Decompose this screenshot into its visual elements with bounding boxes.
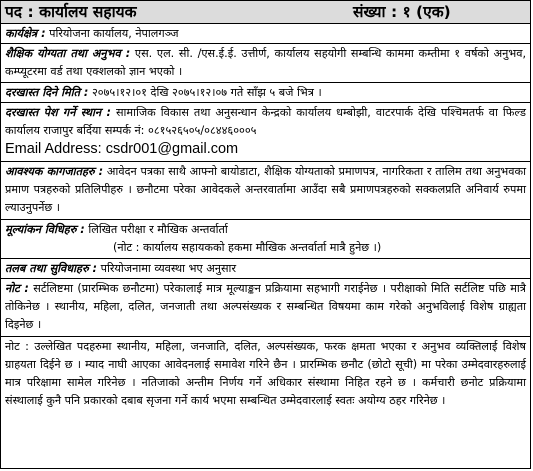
notice-header (1, 1, 530, 24)
post-heading (5, 2, 137, 22)
post-value: कार्यालय सहायक (39, 3, 137, 21)
evaluation-label: मूल्यांकन विधिहरु : (5, 223, 85, 236)
qualification-text: एस. एल. सी. /एस.ई.ई. उत्तीर्ण, कार्यालय सहयोगी सम्बन्धि काममा कम्तीमा १ वर्षको अनुभव, कम्प्यूटरमा वर्ड तथा एक्शलको ज्ञान भएको । (5, 47, 527, 78)
submit-place-row (1, 103, 530, 162)
evaluation-note: (नोट : कार्यालय सहायकको हकमा मौखिक अन्तर्वार्ता मात्रै हुनेछ ।) (113, 241, 382, 254)
post-label: पद (5, 3, 23, 21)
deadline-row (1, 83, 530, 103)
submit-place-label: दरखास्त पेश गर्ने स्थान : (5, 106, 111, 119)
salary-text: परियोजनामा व्यवस्था भए अनुसार (100, 262, 237, 275)
salary-label: तलब तथा सुविधाहरु : (5, 262, 98, 275)
count-separator: : (390, 3, 398, 21)
deadline-label: दरखास्त दिने मिति : (5, 86, 89, 99)
documents-text: आवेदन पत्रका साथै आफ्नो बायोडाटा, शैक्षिक योग्यताको प्रमाणपत्र, नागरिकता र तालिम तथा अनुभवका प्रमाण पत्रहरुको प्रतिलिपीहरु । छनौटमा परेका आवेदकले अन्तरवार्तामा आउँदा सबै प्रमाणपत्रहरुको सक्कलप्रति अनिवार्य रुपमा ल्याउनुपर्नेछ । (5, 165, 527, 214)
documents-label: आवश्यक कागजातहरु : (5, 165, 104, 178)
evaluation-text: लिखित परीक्षा र मौखिक अन्तर्वार्ता (88, 223, 228, 236)
qualification-row (1, 44, 530, 83)
note1-row (1, 279, 530, 337)
office-row (1, 24, 530, 44)
note2-text: नोट : उल्लेखित पदहरुमा स्थानीय, महिला, जनजाति, दलित, अल्पसंख्यक, फरक क्षमता भएका र अनुभव व्यक्तिलाई विशेष ग्राहयता दिईने छ । म्याद नाघी आएका आवेदनलाई समावेश गरिने छैन । प्रारम्भिक छनौट (छोटो सूची) मा परेका उम्मेदवारहरुलाई मात्र परिक्षामा सामेल गरिनेछ । नतिजाको अन्तीम निर्णय गर्ने अधिकार संस्थामा निहित रहने छ । कर्मचारी छनोट प्रक्रियामा संस्थालाई कुनै पनि प्रकारको दबाब सृजना गर्ने कार्य भएमा सम्बन्धित उम्मेदवारलाई स्वतः अयोग्य ठहर गरिनेछ । (5, 340, 526, 407)
documents-row (1, 162, 530, 220)
deadline-text: २०७५।१२।०१ देखि २०७५।१२।०७ गते साँझ ५ बजे भित्र । (91, 86, 322, 99)
post-separator: : (27, 3, 34, 21)
office-text: परियोजना कार्यालय, नेपालगञ्ज (49, 27, 179, 40)
note1-label: नोट : (5, 282, 29, 295)
count-label: संख्या (353, 3, 386, 21)
evaluation-row (1, 220, 530, 259)
note1-text: सर्टलिष्टमा (प्रारम्भिक छनौटमा) परेकालाई मात्र मूल्याङ्कन प्रक्रियामा सहभागी गराईनेछ । परीक्षाको मिति सर्टलिष्ट पछि मात्रै तोकिनेछ । स्थानीय, महिला, दलित, जनजाती तथा अल्पसंख्यक र सम्बन्धित विषयमा काम गरेको अनुभविलाई विशेष ग्राह्यता दिइनेछ । (5, 282, 526, 331)
office-label: कार्यक्षेत्र : (5, 27, 46, 40)
qualification-label: शैक्षिक योग्यता तथा अनुभव : (5, 47, 131, 60)
count-value: १ (एक) (402, 3, 451, 21)
note2-row (1, 337, 530, 467)
submit-place-text: सामाजिक विकास तथा अनुसन्धान केन्द्रको कार्यालय धम्बोझी, वाटरपार्क देखि पश्चिमतर्फ वा फिल्ड कार्यालय राजापुर बर्दिया सम्पर्क नं: ०८१५२६५०५/०८४४६०००५ (5, 106, 526, 137)
email-address[interactable]: Email Address: csdr001@gmail.com (5, 141, 239, 157)
count-heading (353, 2, 451, 22)
salary-row (1, 259, 530, 279)
